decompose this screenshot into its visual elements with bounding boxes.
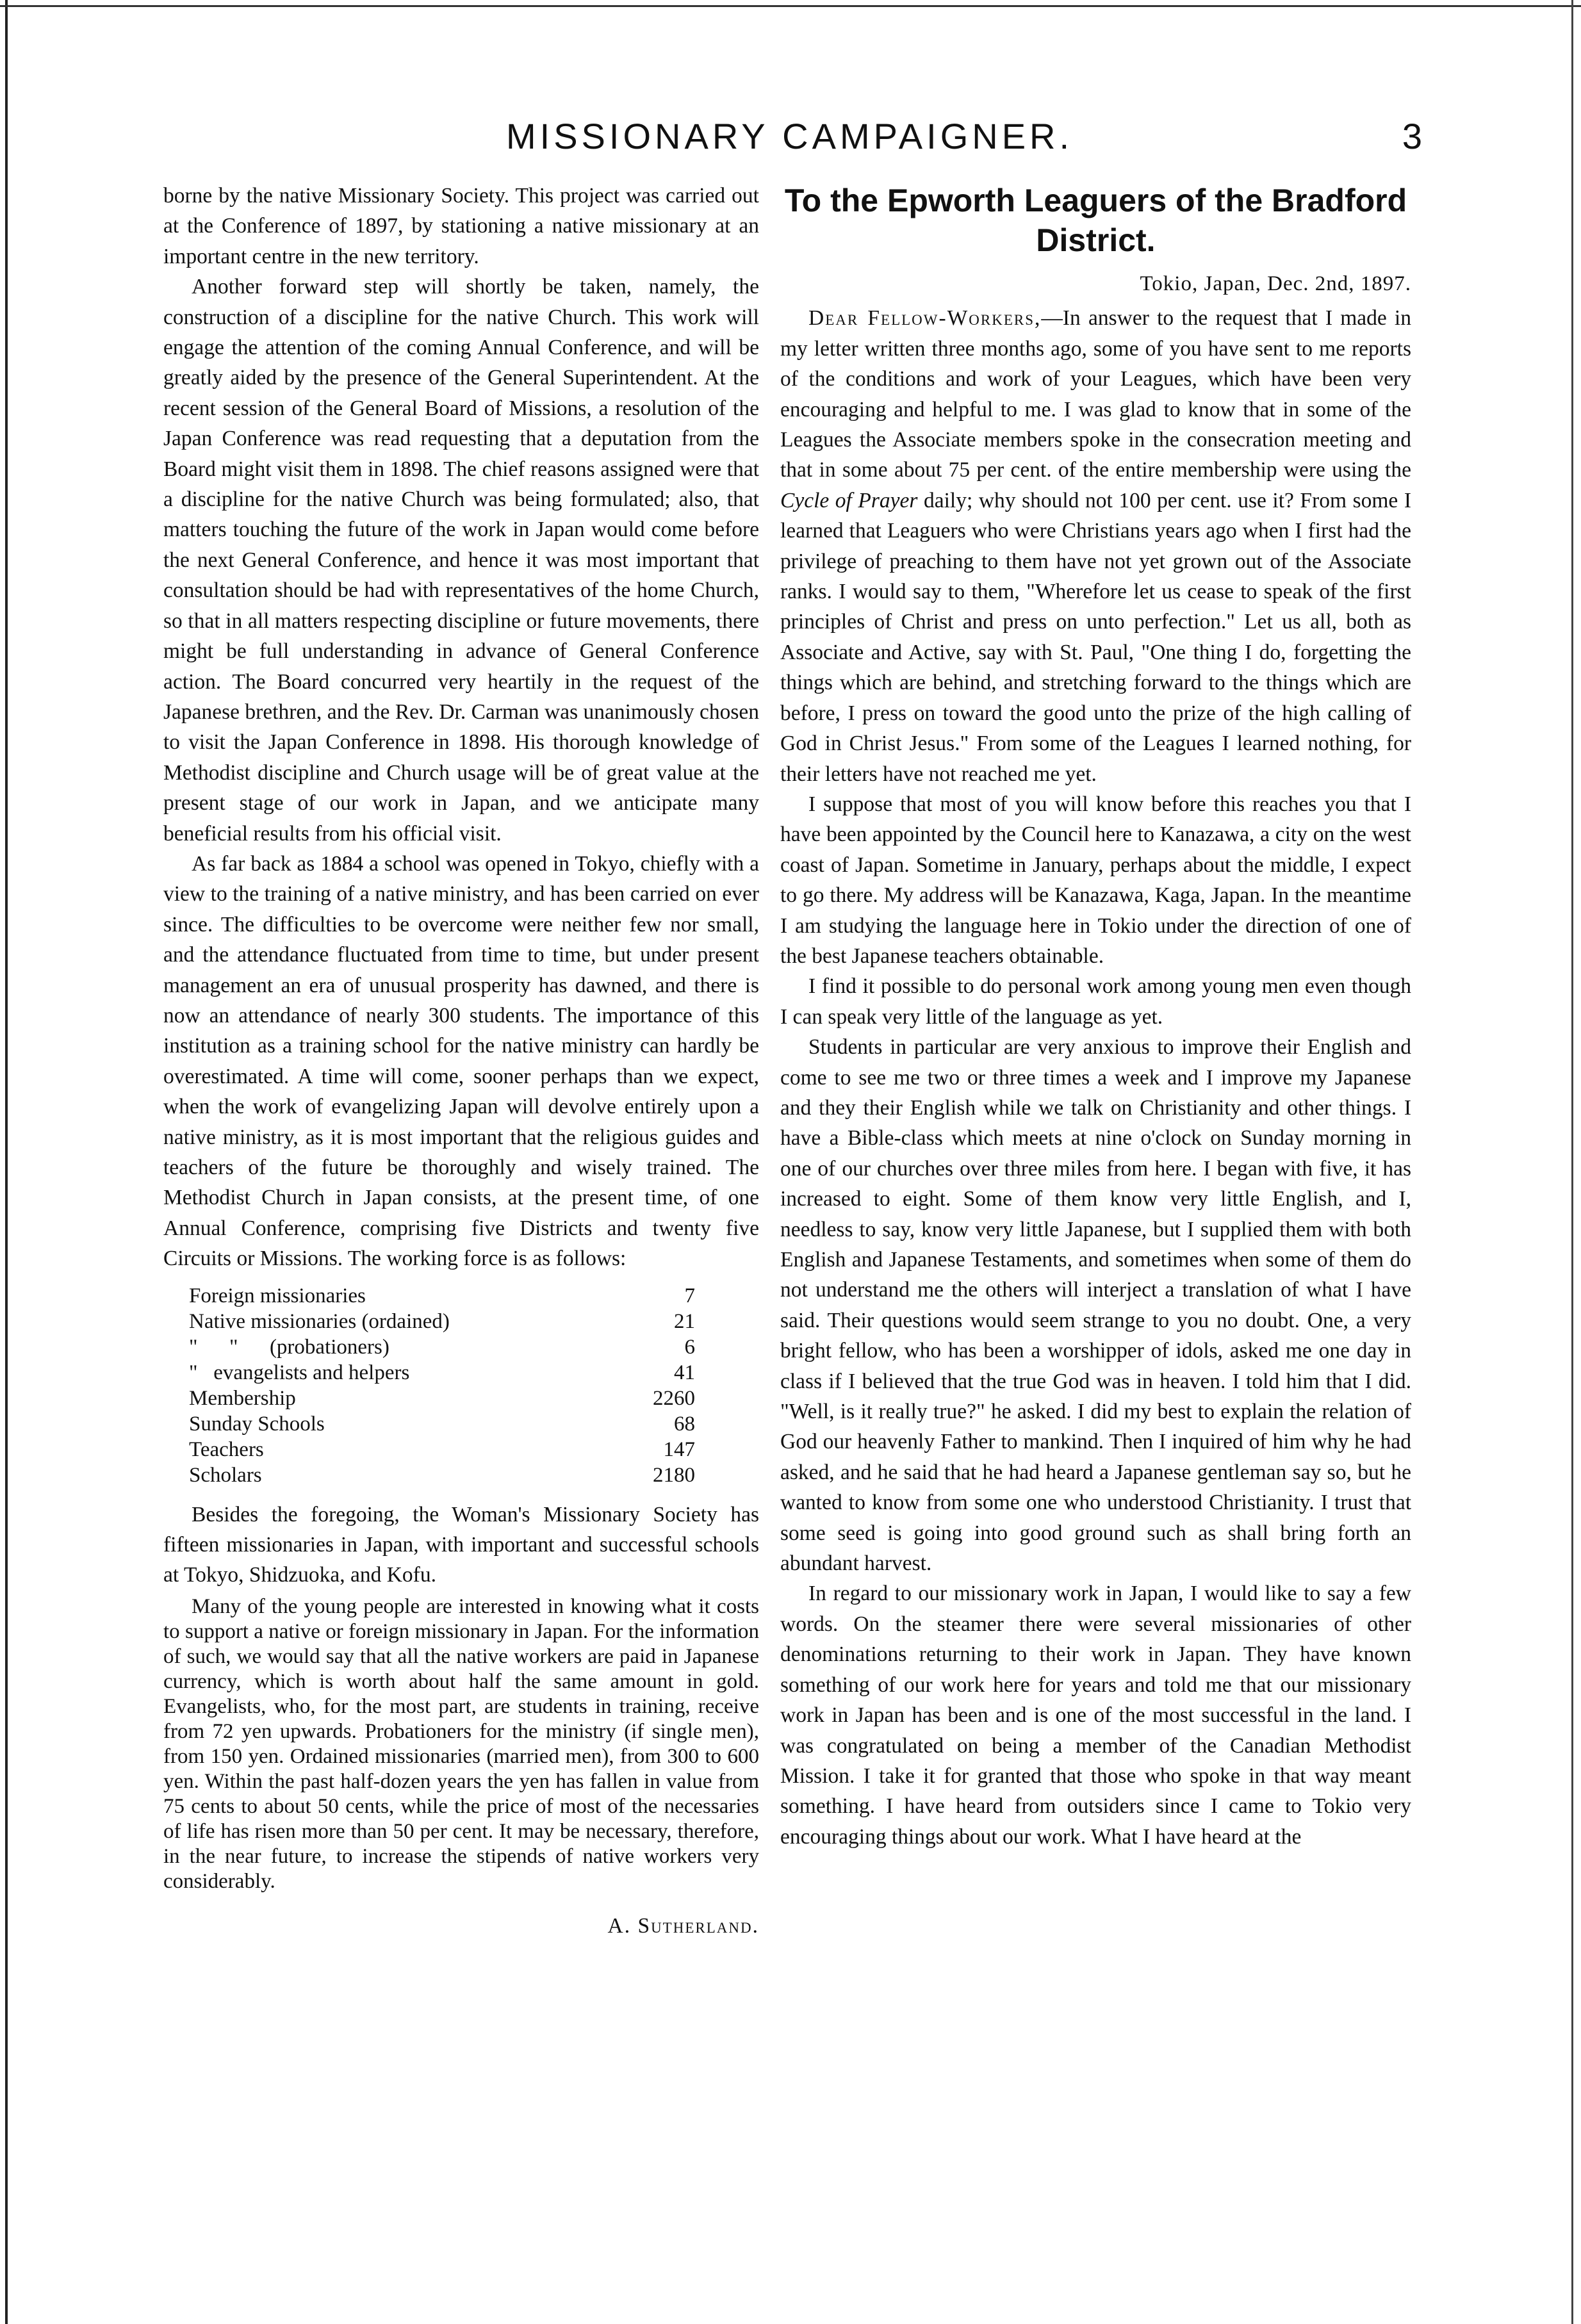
italic-title: Cycle of Prayer [780, 488, 918, 512]
paragraph: As far back as 1884 a school was opened in Tokyo, chiefly with a view to the training of a native ministry, and has been carried on ever since. The difficulties to be overcome were neither few nor small, and the attendance fluctuated from time to time, but under present management an era of unusual prosperity has dawned, and there is now an attendance of nearly 300 students. The importance of this institution as a training school for the native ministry can hardly be overestimated. A time will come, sooner perhaps than we expect, when the work of evangelizing Japan will devolve entirely upon a native ministry, as it is most important that the religious guides and teachers of the future be thoroughly and wisely trained. The Methodist Church in Japan consists, at the present time, of one Annual Conference, comprising five Districts and twenty five Circuits or Missions. The working force is as follows: [163, 851, 759, 1271]
article-title: To the Epworth Leaguers of the Bradford District. [784, 183, 1407, 258]
stat-value: 6 [684, 1335, 695, 1359]
paragraph: I find it possible to do personal work among young men even though I can speak very little of the language as yet. [780, 974, 1411, 1029]
paragraph: In regard to our missionary work in Japan, I would like to say a few words. On the steamer there were several missionaries of other denominations returning to their work in Japan. They have known something of our work here for years and told me that our missionary work in Japan has been and is one of the most successful in the land. I was congratulated on being a member of the Canadian Methodist Mission. I take it for granted that those who spoke in that way meant something. I have heard from outsiders since I came to Tokio very encouraging things about our work. What I have heard at the [780, 1582, 1411, 1849]
author-signature: A. Sutherland. [607, 1913, 759, 1938]
stat-value: 41 [674, 1361, 695, 1384]
stat-row [189, 1462, 695, 1488]
paragraph: Besides the foregoing, the Woman's Missionary Society has fifteen missionaries in Japan, with important and successful schools at Tokyo, Shidzuoka, and Kofu. [163, 1502, 759, 1587]
paragraph [780, 303, 1411, 789]
paragraph-small-type: Many of the young people are interested in knowing what it costs to support a native or foreign missionary in Japan. For the information of such, we would say that all the native workers are paid in Japanese currency, which is worth about half the same amount in gold. Evangelists, who, for the most part, are students in training, receive from 72 yen upwards. Probationers for the ministry (if single men), from 150 yen. Ordained missionaries (married men), from 300 to 600 yen. Within the past half-dozen years the yen has fallen in value from 75 cents to about 50 cents, while the price of most of the necessaries of life has risen more than 50 per cent. It may be necessary, therefore, in the near future, to increase the stipends of native workers very considerably. [163, 1594, 759, 1893]
paragraph-text: daily; why should not 100 per cent. use it? From some I learned that Leaguers who were Christians years ago when I first had the privilege of preaching to them have not yet grown out of the Associate ranks. I would say to them, "Wherefore let us cease to speak of the first principles of Christ and press on unto perfection." Let us all, both as Associate and Active, say with St. Paul, "One thing I do, forgetting the things which are behind, and stretching forward to the things which are before, I press on toward the good unto the prize of the high calling of God in Christ Jesus." From some of the Leagues I learned nothing, for their letters have not reached me yet. [780, 488, 1412, 786]
stat-row [189, 1386, 695, 1411]
paragraph: Students in particular are very anxious to improve their English and come to see me two or three times a week and I improve my Japanese and they their English while we talk on Christianity and other things. I have a Bible-class which meets at nine o'clock on Sunday morning in one of our churches over three miles from here. I began with five, it has increased to eight. Some of them know very little English, and I, needless to say, know very little Japanese, but I supplied them with both English and Japanese Testaments, and sometimes when some of them do not understand me the others will interject a translation of what I have said. Their questions would seem strange to you no doubt. One, a very bright fellow, who has been a worshipper of idols, asked me one day in class if I believed that the true God was in heaven. I told him that I did. "Well, is it really true?" he asked. I did my best to explain the relation of God our heavenly Father to mankind. Then I inquired of him why he had asked, and he said that he had heard a Japanese gentleman say so, but he wanted to know from some one who understood Christianity. I trust that some seed is going into good ground such as shall bring forth an abundant harvest. [780, 1035, 1411, 1576]
stat-value: 21 [674, 1309, 695, 1333]
stat-label: Foreign missionaries [189, 1284, 366, 1307]
stat-value: 2260 [653, 1386, 695, 1410]
stat-label: " evangelists and helpers [189, 1361, 410, 1384]
stat-row [189, 1283, 695, 1309]
stat-value: 7 [684, 1284, 695, 1307]
stat-label: Scholars [189, 1463, 262, 1487]
stat-label: Teachers [189, 1437, 264, 1461]
page-number: 3 [1402, 116, 1422, 156]
stat-label: Membership [189, 1386, 296, 1410]
journal-title: MISSIONARY CAMPAIGNER. [506, 116, 1074, 156]
page-top-border [0, 5, 1581, 7]
working-force-table [189, 1283, 695, 1488]
paragraph: borne by the native Missionary Society. This project was carried out at the Conference of 1897, by stationing a native missionary at an important centre in the new territory. [163, 184, 759, 268]
stat-label: Native missionaries (ordained) [189, 1309, 450, 1333]
stat-row [189, 1334, 695, 1360]
stat-row [189, 1411, 695, 1437]
stat-value: 147 [663, 1437, 695, 1461]
stat-row [189, 1360, 695, 1386]
right-column [780, 181, 1411, 1852]
paragraph-text: —In answer to the request that I made in my letter written three months ago, some of you have sent to me reports of the conditions and work of your Leagues, which have been very encouraging and helpful to me. I was glad to know that in some of the Leagues the Associate members spoke in the consecration meeting and that in some about 75 per cent. of the entire membership were using the [780, 306, 1411, 482]
stat-value: 2180 [653, 1463, 695, 1487]
letter-dateline: Tokio, Japan, Dec. 2nd, 1897. [1140, 272, 1411, 295]
paragraph: I suppose that most of you will know before this reaches you that I have been appointed by the Council here to Kanazawa, a city on the west coast of Japan. Sometime in January, perhaps about the middle, I expect to go there. My address will be Kanazawa, Kaga, Japan. In the meantime I am studying the language here in Tokio under the direction of one of the best Japanese teachers obtainable. [780, 792, 1411, 968]
stat-value: 68 [674, 1412, 695, 1436]
stat-label: " " (probationers) [189, 1335, 389, 1359]
running-header [167, 115, 1422, 167]
letter-salutation: Dear Fellow-Workers, [808, 306, 1042, 331]
left-column [163, 181, 759, 1941]
paragraph: Another forward step will shortly be taken, namely, the construction of a discipline for the native Church. This work will engage the attention of the coming Annual Conference, and will be greatly aided by the presence of the General Superintendent. At the recent session of the General Board of Missions, a resolution of the Japan Conference was read requesting that a deputation from the Board might visit them in 1898. The chief reasons assigned were that a discipline for the native Church was being formulated; also, that matters touching the future of the work in Japan would come before the next General Conference, and hence it was most important that consultation should be had with representatives of the home Church, so that in all matters respecting discipline or future movements, there might be full understanding in advance of General Conference action. The Board concurred very heartily in the request of the Japanese brethren, and the Rev. Dr. Carman was unanimously chosen to visit the Japan Conference in 1898. His thorough knowledge of Methodist discipline and Church usage will be of great value at the present stage of our work in Japan, and we anticipate many beneficial results from his official visit. [163, 275, 759, 846]
page-right-border [1571, 0, 1573, 2324]
page-left-border [5, 0, 8, 2324]
stat-label: Sunday Schools [189, 1412, 325, 1436]
stat-row [189, 1437, 695, 1462]
stat-row [189, 1309, 695, 1334]
